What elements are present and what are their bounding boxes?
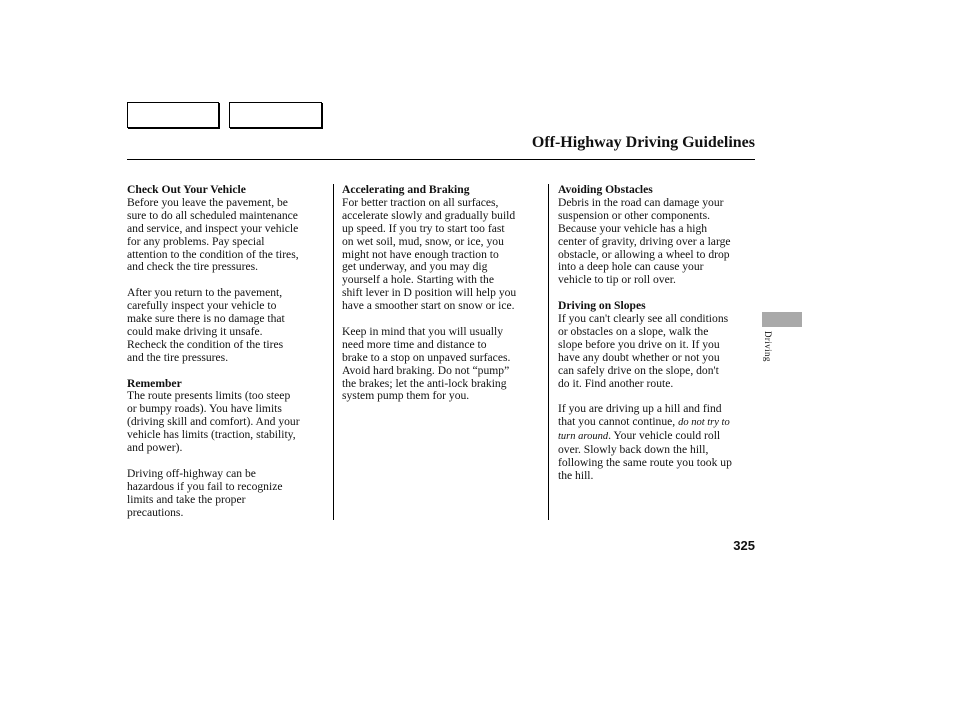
text-line: over. Slowly back down the hill, — [558, 443, 709, 457]
text-line: have any doubt whether or not you — [558, 350, 720, 364]
text-line: need more time and distance to — [342, 337, 487, 351]
column-1 — [127, 184, 327, 532]
paragraph — [342, 197, 542, 313]
text-line: do it. Find another route. — [558, 376, 674, 390]
text-line: yourself a hole. Starting with the — [342, 273, 494, 287]
text-line: or obstacles on a slope, walk the — [558, 324, 709, 338]
paragraph — [558, 403, 758, 482]
heading-check-out-vehicle: Check Out Your Vehicle — [127, 183, 246, 196]
page-title: Off-Highway Driving Guidelines — [531, 134, 755, 151]
text-line: For better traction on all surfaces, — [342, 195, 499, 209]
text-segment: that you cannot continue, — [558, 415, 679, 429]
text-line: Keep in mind that you will usually — [342, 324, 504, 338]
text-line: into a deep hole can cause your — [558, 260, 704, 274]
text-segment: . Your vehicle could roll — [608, 429, 721, 443]
text-line: center of gravity, driving over a large — [558, 234, 731, 248]
text-line: If you can't clearly see all conditions — [558, 312, 729, 326]
paragraph — [558, 313, 758, 390]
section-tab-label: Driving — [763, 331, 773, 362]
column-2 — [342, 184, 542, 416]
text-line: brake to a stop on unpaved surfaces. — [342, 350, 511, 364]
text-line: limits and take the proper — [127, 492, 246, 506]
text-line: slope before you drive on it. If you — [558, 337, 720, 351]
text-line: accelerate slowly and gradually build — [342, 208, 516, 222]
text-line: suspension or other components. — [558, 208, 710, 222]
text-line: and service, and inspect your vehicle — [127, 221, 299, 235]
text-line: for any problems. Pay special — [127, 234, 265, 248]
paragraph — [127, 390, 327, 455]
paragraph — [127, 197, 327, 274]
text-line: The route presents limits (too steep — [127, 389, 291, 403]
title-divider — [127, 159, 755, 160]
text-line: have a smoother start on snow or ice. — [342, 299, 515, 313]
text-line: carefully inspect your vehicle to — [127, 299, 277, 313]
heading-driving-on-slopes: Driving on Slopes — [558, 299, 646, 313]
nav-table-of-contents-button[interactable] — [229, 102, 322, 128]
heading-remember: Remember — [127, 376, 182, 390]
text-line: Recheck the condition of the tires — [127, 337, 284, 351]
text-line: vehicle to tip or roll over. — [558, 273, 676, 287]
text-line: After you return to the pavement, — [127, 286, 283, 300]
text-line: on wet soil, mud, snow, or ice, you — [342, 234, 504, 248]
text-line: the brakes; let the anti-lock braking — [342, 376, 507, 390]
heading-avoiding-obstacles: Avoiding Obstacles — [558, 183, 653, 196]
text-line: Driving off-highway can be — [127, 466, 256, 480]
heading-accelerating-braking: Accelerating and Braking — [342, 183, 470, 196]
text-line: system pump them for you. — [342, 389, 470, 403]
column-divider-2 — [548, 184, 549, 520]
text-line: obstacle, or allowing a wheel to drop — [558, 247, 730, 261]
text-line: Because your vehicle has a high — [558, 221, 708, 235]
text-line: (driving skill and comfort). And your — [127, 415, 300, 429]
text-line: shift lever in D position will help you — [342, 286, 517, 300]
text-line — [558, 430, 758, 444]
emphasis-text: turn around — [558, 431, 609, 443]
text-line — [558, 416, 758, 430]
text-line: the hill. — [558, 468, 594, 482]
text-line: and power). — [127, 441, 183, 455]
text-line: and the tire pressures. — [127, 350, 229, 364]
text-line: might not have enough traction to — [342, 247, 499, 261]
text-line: hazardous if you fail to recognize — [127, 479, 283, 493]
page-number: 325 — [733, 538, 755, 553]
text-line: or bumpy roads). You have limits — [127, 402, 282, 416]
emphasis-text: do not try to — [678, 417, 730, 429]
text-line: and check the tire pressures. — [127, 260, 259, 274]
paragraph — [127, 287, 327, 364]
section-tab[interactable] — [762, 312, 802, 327]
text-line: precautions. — [127, 505, 184, 519]
text-line: vehicle has limits (traction, stability, — [127, 428, 296, 442]
text-line: can safely drive on the slope, don't — [558, 363, 719, 377]
column-divider-1 — [333, 184, 334, 520]
text-line: following the same route you took up — [558, 456, 732, 469]
paragraph — [342, 326, 542, 403]
text-line: attention to the condition of the tires, — [127, 247, 299, 261]
column-3 — [558, 184, 758, 496]
paragraph — [127, 468, 327, 520]
text-line: make sure there is no damage that — [127, 312, 285, 326]
text-line: If you are driving up a hill and find — [558, 402, 722, 416]
text-line: sure to do all scheduled maintenance — [127, 208, 298, 222]
nav-main-menu-button[interactable] — [127, 102, 219, 128]
text-line: get underway, and you may dig — [342, 260, 488, 274]
text-line: could make driving it unsafe. — [127, 324, 263, 338]
text-line: Avoid hard braking. Do not “pump” — [342, 363, 510, 377]
text-line: Before you leave the pavement, be — [127, 195, 288, 209]
text-line: up speed. If you try to start too fast — [342, 221, 505, 235]
paragraph — [558, 197, 758, 287]
text-line: Debris in the road can damage your — [558, 195, 724, 209]
